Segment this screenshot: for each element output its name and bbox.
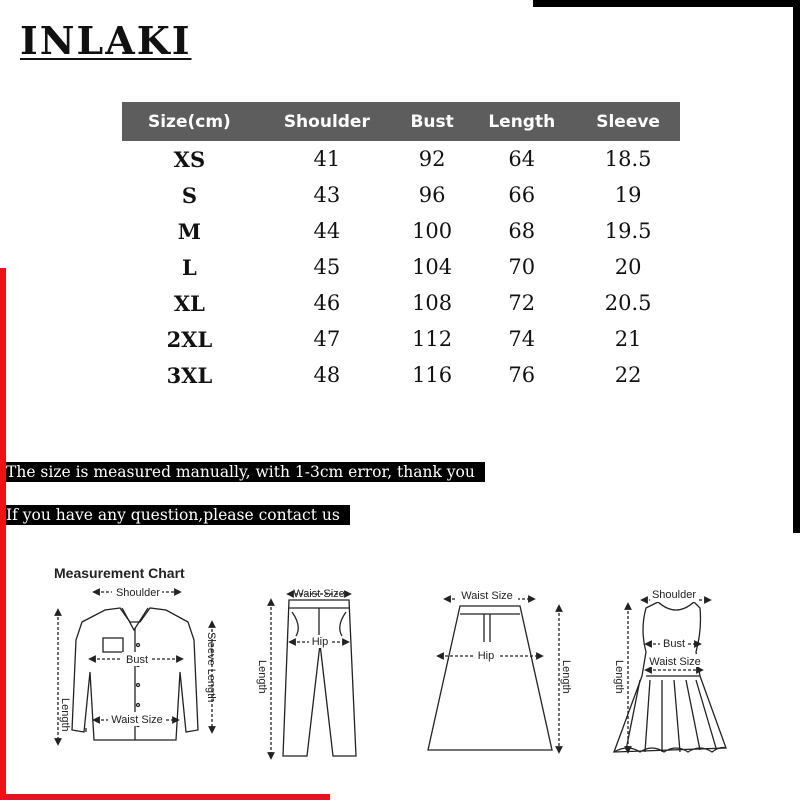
shirt-bust-label: Bust xyxy=(125,654,149,666)
dress-shoulder-label: Shoulder xyxy=(651,589,697,601)
sleeve-cell: 20.5 xyxy=(604,291,652,315)
shirt-sleeve-label: Sleeve Length xyxy=(205,632,217,703)
bust-cell: 116 xyxy=(412,363,453,387)
size-cell: 2XL xyxy=(166,326,213,352)
frame-bottom-border xyxy=(0,794,330,800)
dress-waist-label: Waist Size xyxy=(649,656,701,668)
skirt-length-label: Length xyxy=(560,660,572,694)
skirt-illustration xyxy=(428,599,559,750)
length-cell: 66 xyxy=(508,183,536,207)
size-cell: 3XL xyxy=(166,362,213,388)
table-row xyxy=(122,285,680,321)
sleeve-cell: 22 xyxy=(614,363,642,387)
size-cell: XS xyxy=(173,146,206,172)
contact-note: If you have any question,please contact us xyxy=(6,505,350,525)
measurement-chart-illustrations xyxy=(0,580,800,790)
measurement-chart-title: Measurement Chart xyxy=(54,565,185,581)
header-bust: Bust xyxy=(397,102,468,141)
dress-illustration xyxy=(614,600,726,752)
shoulder-cell: 47 xyxy=(313,327,341,351)
header-length: Length xyxy=(467,102,576,141)
size-cell: XL xyxy=(173,290,205,316)
bust-cell: 100 xyxy=(412,219,453,243)
table-row xyxy=(122,177,680,213)
header-size: Size(cm) xyxy=(122,102,257,141)
measurement-error-note: The size is measured manually, with 1-3cm error, thank you xyxy=(6,462,485,482)
dress-bust-label: Bust xyxy=(662,638,686,650)
bust-cell: 92 xyxy=(418,147,446,171)
header-shoulder: Shoulder xyxy=(257,102,397,141)
sleeve-cell: 21 xyxy=(614,327,642,351)
sleeve-cell: 19.5 xyxy=(604,219,652,243)
skirt-hip-label: Hip xyxy=(477,650,495,662)
length-cell: 64 xyxy=(508,147,536,171)
length-cell: 72 xyxy=(508,291,536,315)
pants-waist-label: Waist Size xyxy=(293,588,345,600)
sleeve-cell: 20 xyxy=(614,255,642,279)
sleeve-cell: 18.5 xyxy=(604,147,652,171)
size-cell: L xyxy=(182,254,197,280)
shoulder-cell: 46 xyxy=(313,291,341,315)
shirt-length-label: Length xyxy=(59,698,71,732)
length-cell: 68 xyxy=(508,219,536,243)
frame-top-border xyxy=(533,0,800,7)
bust-cell: 108 xyxy=(412,291,453,315)
brand-logo: INLAKI xyxy=(20,18,192,63)
table-row xyxy=(122,213,680,249)
dress-length-label: Length xyxy=(613,660,625,694)
shoulder-cell: 45 xyxy=(313,255,341,279)
length-cell: 76 xyxy=(508,363,536,387)
pants-illustration xyxy=(271,594,356,756)
pants-length-label: Length xyxy=(256,660,268,694)
table-row xyxy=(122,321,680,357)
size-cell: M xyxy=(177,218,202,244)
shoulder-cell: 43 xyxy=(313,183,341,207)
skirt-waist-label: Waist Size xyxy=(461,590,513,602)
header-sleeve: Sleeve xyxy=(576,102,680,141)
table-row xyxy=(122,357,680,393)
size-cell: S xyxy=(181,182,197,208)
pants-hip-label: Hip xyxy=(311,636,329,648)
frame-right-border xyxy=(793,0,800,533)
shirt-waist-label: Waist Size xyxy=(111,714,163,726)
table-row xyxy=(122,141,680,177)
shoulder-cell: 44 xyxy=(313,219,341,243)
table-row xyxy=(122,249,680,285)
bust-cell: 96 xyxy=(418,183,446,207)
shoulder-cell: 41 xyxy=(313,147,341,171)
shirt-shoulder-label: Shoulder xyxy=(115,587,161,599)
size-table xyxy=(122,102,680,393)
length-cell: 74 xyxy=(508,327,536,351)
bust-cell: 104 xyxy=(412,255,453,279)
length-cell: 70 xyxy=(508,255,536,279)
shoulder-cell: 48 xyxy=(313,363,341,387)
bust-cell: 112 xyxy=(412,327,453,351)
table-header-row xyxy=(122,102,680,141)
sleeve-cell: 19 xyxy=(614,183,642,207)
